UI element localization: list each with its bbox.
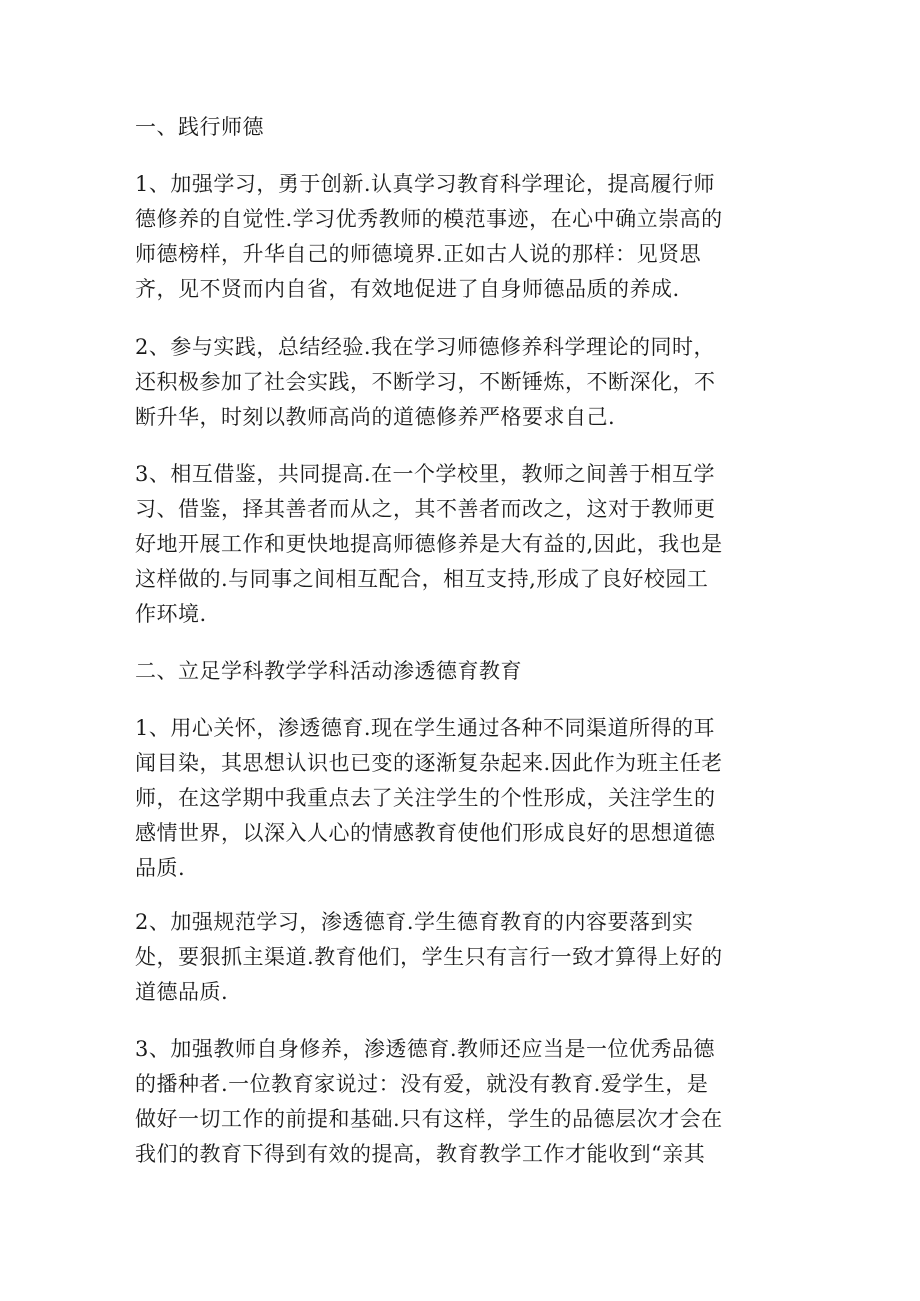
paragraph-1-3 [135, 457, 795, 632]
text-line: 的播种者.一位教育家说过：没有爱，就没有教育.爱学生，是 [135, 1072, 709, 1096]
text-line: 3、相互借鉴，共同提高.在一个学校里，教师之间善于相互学 [135, 462, 716, 486]
paragraph-2-2 [135, 905, 795, 1010]
text-line: 品质. [135, 856, 186, 880]
section-heading-1 [135, 110, 795, 145]
text-line: 3、加强教师自身修养，渗透德育.教师还应当是一位优秀品德 [135, 1037, 716, 1061]
text-line: 2、参与实践，总结经验.我在学习师德修养科学理论的同时， [135, 335, 716, 359]
text-line: 齐，见不贤而内自省，有效地促进了自身师德品质的养成. [135, 277, 680, 301]
text-line: 作环境. [135, 602, 207, 626]
text-line: 处，要狠抓主渠道.教育他们，学生只有言行一致才算得上好的 [135, 945, 723, 969]
text-line: 二、立足学科教学学科活动渗透德育教育 [135, 659, 522, 683]
text-line: 习、借鉴，择其善者而从之，其不善者而改之，这对于教师更 [135, 497, 716, 521]
text-line: 师德榜样，升华自己的师德境界.正如古人说的那样：见贤思 [135, 242, 702, 266]
text-line: 闻目染，其思想认识也已变的逐渐复杂起来.因此作为班主任老 [135, 751, 723, 775]
section-heading-2 [135, 654, 795, 689]
paragraph-2-3 [135, 1032, 795, 1172]
text-line: 道德品质. [135, 980, 229, 1004]
paragraph-2-1 [135, 711, 795, 886]
paragraph-1-1 [135, 167, 795, 307]
text-line: 我们的教育下得到有效的提高，教育教学工作才能收到“亲其 [135, 1142, 706, 1166]
text-line: 感情世界，以深入人心的情感教育使他们形成良好的思想道德 [135, 821, 716, 845]
text-line: 一、践行师德 [135, 115, 264, 139]
text-line: 这样做的.与同事之间相互配合，相互支持,形成了良好校园工 [135, 567, 709, 591]
text-line: 2、加强规范学习，渗透德育.学生德育教育的内容要落到实 [135, 910, 694, 934]
paragraph-1-2 [135, 330, 795, 435]
text-line: 德修养的自觉性.学习优秀教师的模范事迹，在心中确立崇高的 [135, 207, 723, 231]
text-line: 1、用心关怀，渗透德育.现在学生通过各种不同渠道所得的耳 [135, 716, 716, 740]
text-line: 好地开展工作和更快地提高师德修养是大有益的,因此，我也是 [135, 532, 723, 556]
text-line: 做好一切工作的前提和基础.只有这样，学生的品德层次才会在 [135, 1107, 723, 1131]
text-line: 师，在这学期中我重点去了关注学生的个性形成，关注学生的 [135, 786, 716, 810]
text-line: 还积极参加了社会实践，不断学习，不断锤炼，不断深化，不 [135, 370, 716, 394]
text-line: 1、加强学习，勇于创新.认真学习教育科学理论，提高履行师 [135, 172, 716, 196]
text-line: 断升华，时刻以教师高尚的道德修养严格要求自己. [135, 405, 616, 429]
